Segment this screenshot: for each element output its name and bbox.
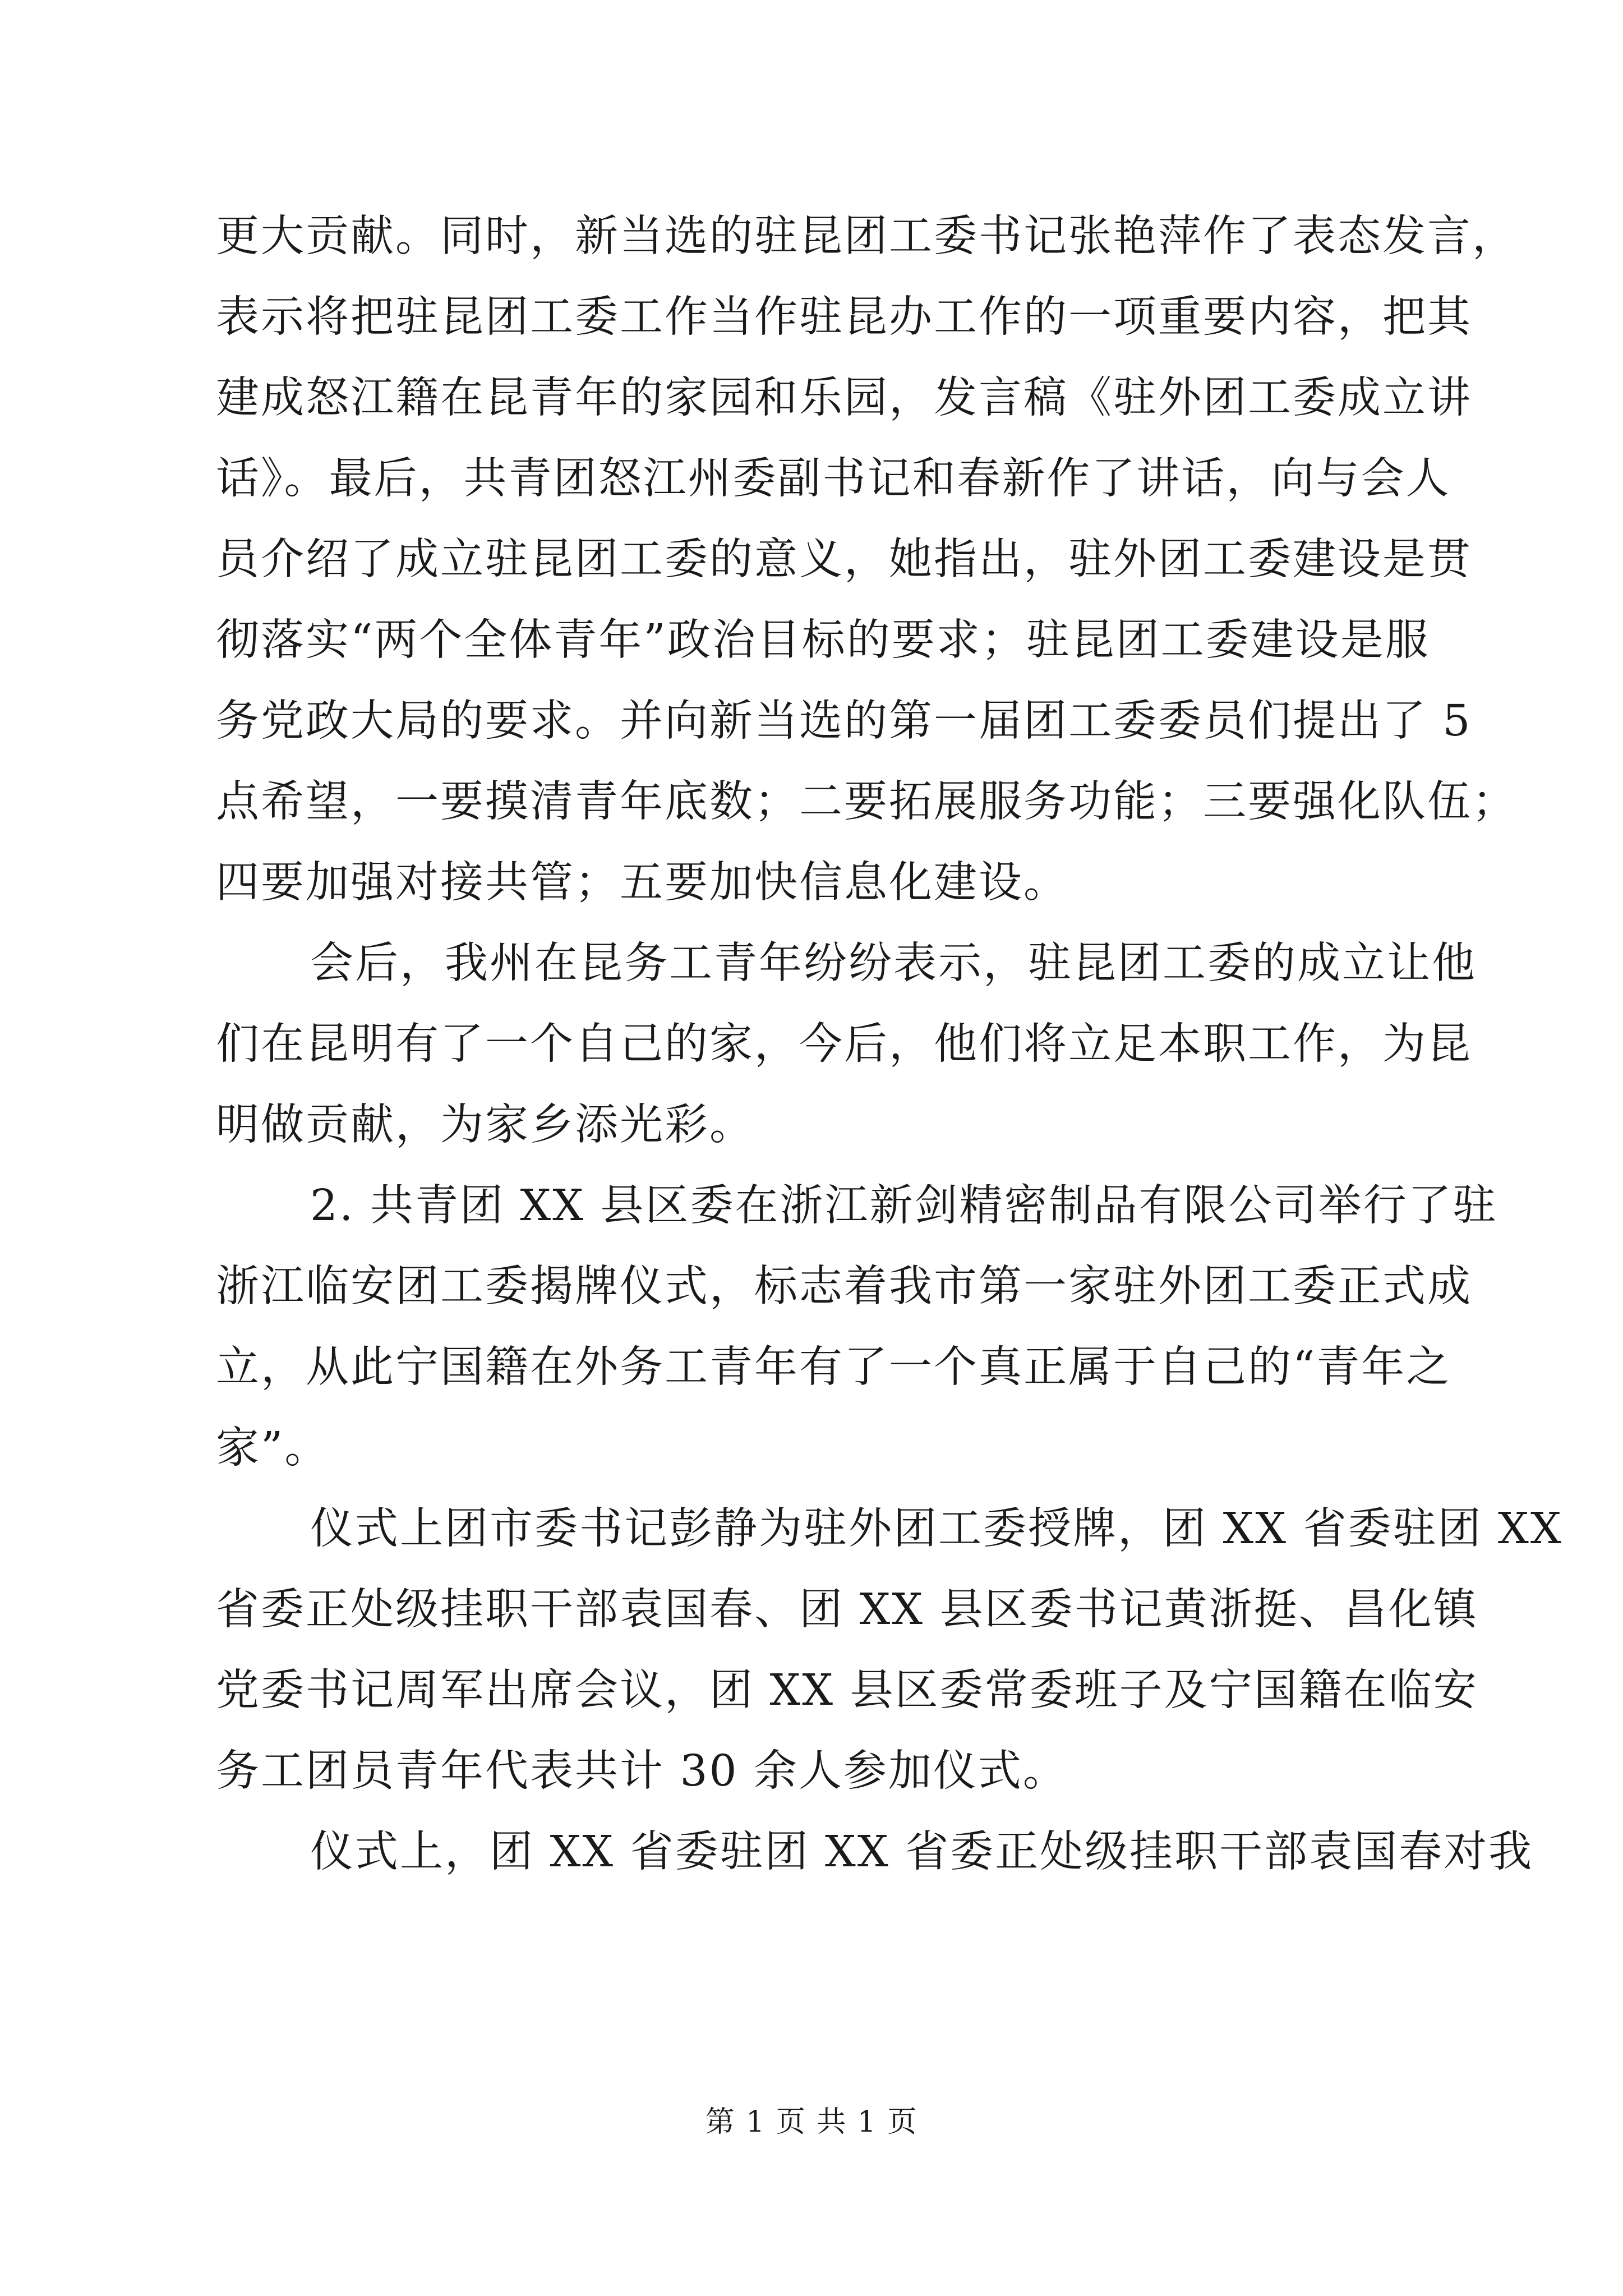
text-line: 话》。最后，共青团怒江州委副书记和春新作了讲话，向与会人 — [216, 454, 1451, 504]
page-footer: 第 1 页 共 1 页 — [705, 2105, 918, 2139]
text-line: 员介绍了成立驻昆团工委的意义，她指出，驻外团工委建设是贯 — [216, 535, 1472, 585]
text-line: 立，从此宁国籍在外务工青年有了一个真正属于自己的“青年之 — [216, 1342, 1451, 1392]
text-line: 们在昆明有了一个自己的家，今后，他们将立足本职工作，为昆 — [216, 1019, 1472, 1069]
text-line: 建成怒江籍在昆青年的家园和乐园，发言稿《驻外团工委成立讲 — [216, 373, 1472, 423]
text-line: 彻落实“两个全体青年”政治目标的要求；驻昆团工委建设是服 — [216, 615, 1430, 665]
text-line — [216, 1489, 1563, 1570]
paragraph-5 — [216, 1812, 1534, 1893]
document-body — [216, 196, 1563, 1893]
text-line — [216, 1812, 1534, 1893]
text-line: 务党政大局的要求。并向新当选的第一届团工委委员们提出了 5 — [216, 696, 1472, 746]
text-line: 四要加强对接共管；五要加快信息化建设。 — [216, 858, 1068, 908]
text-line: 点希望，一要摸清青年底数；二要拓展服务功能；三要强化队伍； — [216, 777, 1517, 827]
paragraph-2 — [216, 923, 1477, 1166]
text-line-content: 仪式上团市委书记彭静为驻外团工委授牌，团 XX 省委驻团 XX — [310, 1504, 1563, 1554]
text-line — [216, 923, 1477, 1004]
text-line: 务工团员青年代表共计 30 余人参加仪式。 — [216, 1746, 1068, 1796]
text-line: 党委书记周军出席会议，团 XX 县区委常委班子及宁国籍在临安 — [216, 1665, 1478, 1715]
text-line-content: 会后，我州在昆务工青年纷纷表示，驻昆团工委的成立让他 — [310, 938, 1477, 988]
text-line: 省委正处级挂职干部袁国春、团 XX 县区委书记黄浙挺、昌化镇 — [216, 1585, 1478, 1635]
paragraph-4 — [216, 1489, 1563, 1812]
text-line-content: 2. 共青团 XX 县区委在浙江新剑精密制品有限公司举行了驻 — [310, 1181, 1498, 1231]
text-line: 更大贡献。同时，新当选的驻昆团工委书记张艳萍作了表态发言， — [216, 211, 1517, 261]
text-line-content: 仪式上，团 XX 省委驻团 XX 省委正处级挂职干部袁国春对我 — [310, 1827, 1534, 1877]
text-line: 家”。 — [216, 1423, 330, 1473]
text-line: 明做贡献，为家乡添光彩。 — [216, 1100, 754, 1150]
paragraph-1 — [216, 196, 1517, 923]
text-line: 表示将把驻昆团工委工作当作驻昆办工作的一项重要内容，把其 — [216, 292, 1472, 342]
text-line: 浙江临安团工委揭牌仪式，标志着我市第一家驻外团工委正式成 — [216, 1262, 1472, 1312]
paragraph-3 — [216, 1166, 1498, 1489]
text-line — [216, 1166, 1498, 1246]
